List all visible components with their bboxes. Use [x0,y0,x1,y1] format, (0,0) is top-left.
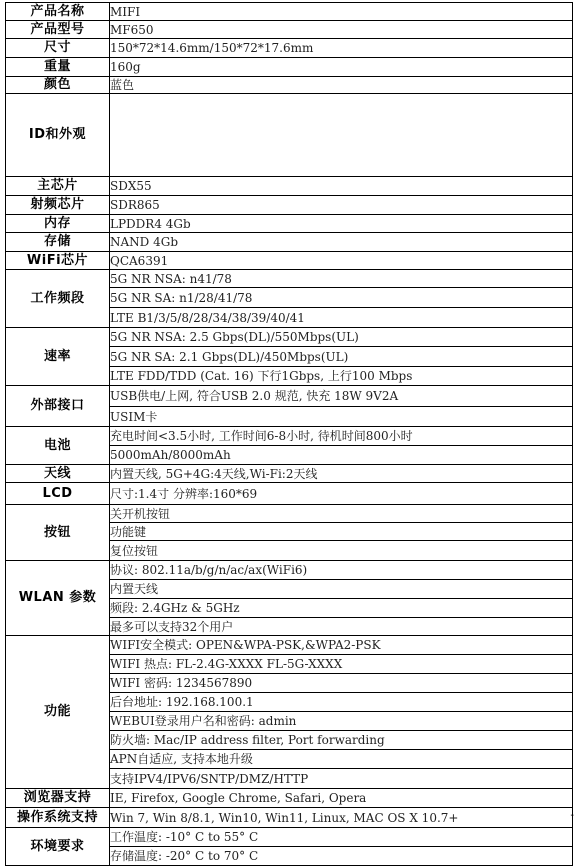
spec-label: 天线 [6,465,110,483]
spec-row [6,465,573,483]
spec-label: 外部接口 [6,386,110,427]
spec-value: IE, Firefox, Google Chrome, Safari, Opera [110,789,573,808]
spec-value: 最多可以支持32个用户 [110,618,573,636]
spec-row [6,77,573,94]
spec-label: 功能 [6,636,110,789]
spec-value: MF650 [110,21,573,39]
spec-row [6,233,573,252]
spec-value: WIFI 热点: FL-2.4G-XXXX FL-5G-XXXX [110,655,573,674]
spec-value: LPDDR4 4Gb [110,215,573,233]
spec-label: 产品名称 [6,3,110,21]
spec-row [6,252,573,270]
spec-label: 内存 [6,215,110,233]
spec-value: USIM卡 [110,407,573,427]
spec-row [6,177,573,196]
spec-value: 防火墙: Mac/IP address filter, Port forwarding [110,731,573,750]
spec-value: APN自适应, 支持本地升级 [110,750,573,769]
spec-value: NAND 4Gb [110,233,573,252]
spec-row [6,21,573,39]
spec-label: 操作系统支持 [6,808,110,828]
spec-row [6,386,573,407]
spec-value: 5G NR NSA: n41/78 [110,270,573,288]
spec-label: 电池 [6,427,110,465]
spec-label: 重量 [6,58,110,77]
spec-value: 150*72*14.6mm/150*72*17.6mm [110,39,573,58]
spec-value: 5G NR SA: 2.1 Gbps(DL)/450Mbps(UL) [110,347,573,367]
spec-value: LTE B1/3/5/8/28/34/38/39/40/41 [110,308,573,328]
page-mark: - [570,810,574,821]
spec-row [6,483,573,505]
spec-row [6,328,573,347]
spec-label: 尺寸 [6,39,110,58]
spec-value: LTE FDD/TDD (Cat. 16) 下行1Gbps, 上行100 Mbps [110,367,573,386]
spec-row [6,270,573,288]
spec-row [6,828,573,847]
spec-value: WIFI 密码: 1234567890 [110,674,573,693]
spec-value: SDX55 [110,177,573,196]
spec-value: 支持IPV4/IPV6/SNTP/DMZ/HTTP [110,769,573,789]
spec-value: WEBUI登录用户名和密码: admin [110,712,573,731]
spec-value: 后台地址: 192.168.100.1 [110,693,573,712]
spec-label: 浏览器支持 [6,789,110,808]
spec-value: 协议: 802.11a/b/g/n/ac/ax(WiFi6) [110,561,573,580]
spec-label: 速率 [6,328,110,386]
spec-label: 主芯片 [6,177,110,196]
spec-row [6,636,573,655]
spec-label: 颜色 [6,77,110,94]
spec-value: USB供电/上网, 符合USB 2.0 规范, 快充 18W 9V2A [110,386,573,407]
spec-row [6,808,573,828]
spec-value: 5G NR NSA: 2.5 Gbps(DL)/550Mbps(UL) [110,328,573,347]
spec-row [6,789,573,808]
spec-label: WiFi芯片 [6,252,110,270]
spec-row [6,39,573,58]
spec-value: Win 7, Win 8/8.1, Win10, Win11, Linux, MAC OS X 10.7+ [110,808,573,828]
spec-value: 内置天线, 5G+4G:4天线,Wi-Fi:2天线 [110,465,573,483]
spec-value: 160g [110,58,573,77]
spec-row [6,94,573,177]
spec-label: 按钮 [6,505,110,561]
spec-row [6,215,573,233]
spec-value: 复位按钮 [110,541,573,561]
spec-label: 产品型号 [6,21,110,39]
spec-label: 射频芯片 [6,196,110,215]
spec-row [6,58,573,77]
spec-value: 充电时间<3.5小时, 工作时间6-8小时, 待机时间800小时 [110,427,573,446]
spec-value: 关开机按钮 [110,505,573,523]
spec-label: LCD [6,483,110,505]
spec-label: ID和外观 [6,94,110,177]
spec-value: 工作温度: -10° C to 55° C [110,828,573,847]
spec-value: 蓝色 [110,77,573,94]
spec-value: 尺寸:1.4寸 分辨率:160*69 [110,483,573,505]
spec-value: SDR865 [110,196,573,215]
spec-label: 环境要求 [6,828,110,866]
spec-value: 存储温度: -20° C to 70° C [110,847,573,866]
spec-value: 5G NR SA: n1/28/41/78 [110,288,573,308]
spec-row [6,561,573,580]
spec-value: 5000mAh/8000mAh [110,446,573,465]
spec-value: 内置天线 [110,580,573,599]
spec-value: 功能键 [110,523,573,541]
spec-value [110,94,573,177]
spec-row [6,427,573,446]
spec-row [6,505,573,523]
spec-table [5,2,573,866]
spec-row [6,196,573,215]
spec-value: MIFI [110,3,573,21]
spec-label: WLAN 参数 [6,561,110,636]
spec-value: WIFI安全模式: OPEN&WPA-PSK,&WPA2-PSK [110,636,573,655]
spec-row [6,3,573,21]
spec-label: 存储 [6,233,110,252]
spec-label: 工作频段 [6,270,110,328]
spec-value: QCA6391 [110,252,573,270]
spec-value: 频段: 2.4GHz & 5GHz [110,599,573,618]
